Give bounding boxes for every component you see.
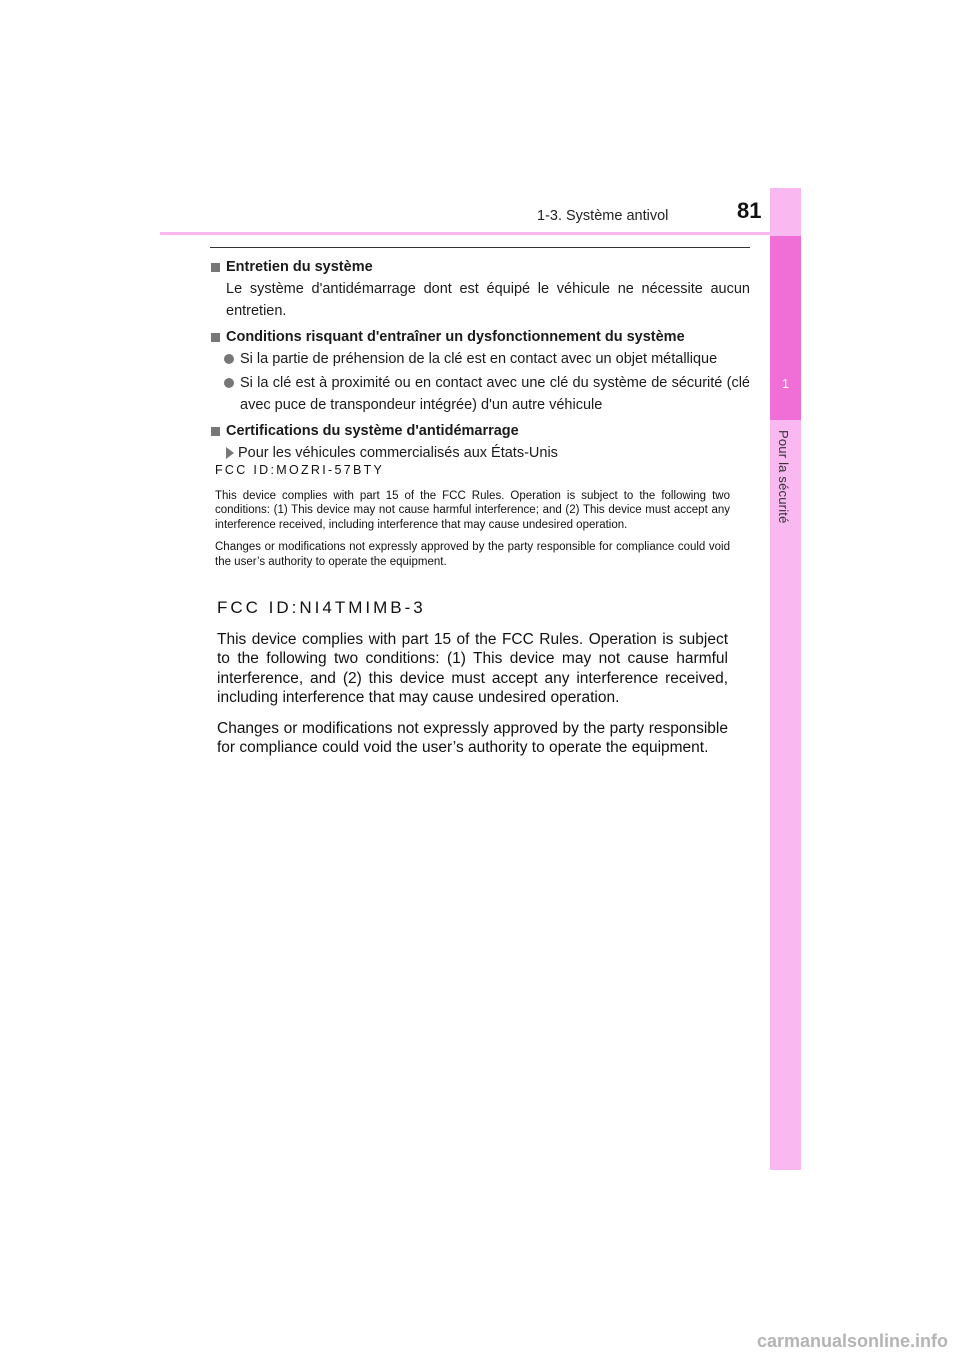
section-heading bbox=[210, 326, 750, 348]
content-rule bbox=[210, 247, 750, 248]
section-maintenance bbox=[210, 256, 750, 322]
fcc-id: FCC ID:NI4TMIMB-3 bbox=[217, 598, 426, 617]
page-number: 81 bbox=[737, 198, 762, 223]
square-bullet-icon bbox=[211, 427, 220, 436]
list-item bbox=[210, 348, 750, 370]
list-item bbox=[210, 372, 750, 416]
section-heading bbox=[210, 256, 750, 278]
circle-bullet-icon bbox=[224, 378, 234, 388]
header-line bbox=[160, 232, 801, 235]
chapter-number: 1 bbox=[781, 376, 790, 391]
fcc-label-1 bbox=[215, 463, 730, 577]
chapter-title: Pour la sécurité bbox=[776, 430, 791, 524]
fcc-modification-text: Changes or modifications not expressly approved by the party responsible for compliance could void the user’s authority to operate the equipment. bbox=[215, 541, 730, 568]
list-item-text: Si la clé est à proximité ou en contact avec une clé du système de sécurité (clé avec puce de transpondeur intégrée) d'un autre véhicule bbox=[240, 375, 750, 413]
section-title: Certifications du système d'antidémarrage bbox=[226, 423, 519, 439]
section-certifications bbox=[210, 420, 750, 464]
section-title: Conditions risquant d'entraîner un dysfonctionnement du système bbox=[226, 329, 685, 345]
fcc-compliance-text: This device complies with part 15 of the FCC Rules. Operation is subject to the following two conditions: (1) This device may not cause harmful interference, and (2) this device must accept any interference received, including interference that may cause undesired operation. bbox=[217, 630, 728, 706]
fcc-id: FCC ID:MOZRI-57BTY bbox=[215, 463, 385, 477]
fcc-modification-text: Changes or modifications not expressly approved by the party responsible for compliance could void the user’s authority to operate the equipment. bbox=[217, 719, 728, 756]
section-title: Entretien du système bbox=[226, 259, 373, 275]
section-heading bbox=[210, 420, 750, 442]
fcc-compliance-text: This device complies with part 15 of the FCC Rules. Operation is subject to the following two conditions: (1) This device may not cause harmful interference; and (2) This device must accept any interference received, including interference that may cause undesired operation. bbox=[215, 489, 730, 531]
fcc-label-2 bbox=[217, 598, 728, 769]
list-item bbox=[210, 442, 750, 464]
chapter-side-tab-active bbox=[770, 236, 801, 420]
watermark: carmanualsonline.info bbox=[756, 1331, 948, 1351]
list-item-text: Si la partie de préhension de la clé est en contact avec un objet métallique bbox=[240, 351, 718, 367]
square-bullet-icon bbox=[211, 263, 220, 272]
square-bullet-icon bbox=[211, 333, 220, 342]
section-text: Le système d'antidémarrage dont est équipé le véhicule ne nécessite aucun entretien. bbox=[226, 281, 750, 319]
list-item-text: Pour les véhicules commercialisés aux États-Unis bbox=[238, 445, 558, 461]
header-section-title: 1-3. Système antivol bbox=[537, 208, 669, 224]
circle-bullet-icon bbox=[224, 354, 234, 364]
section-malfunction bbox=[210, 326, 750, 416]
triangle-arrow-icon bbox=[226, 447, 234, 459]
page-content bbox=[210, 256, 750, 468]
